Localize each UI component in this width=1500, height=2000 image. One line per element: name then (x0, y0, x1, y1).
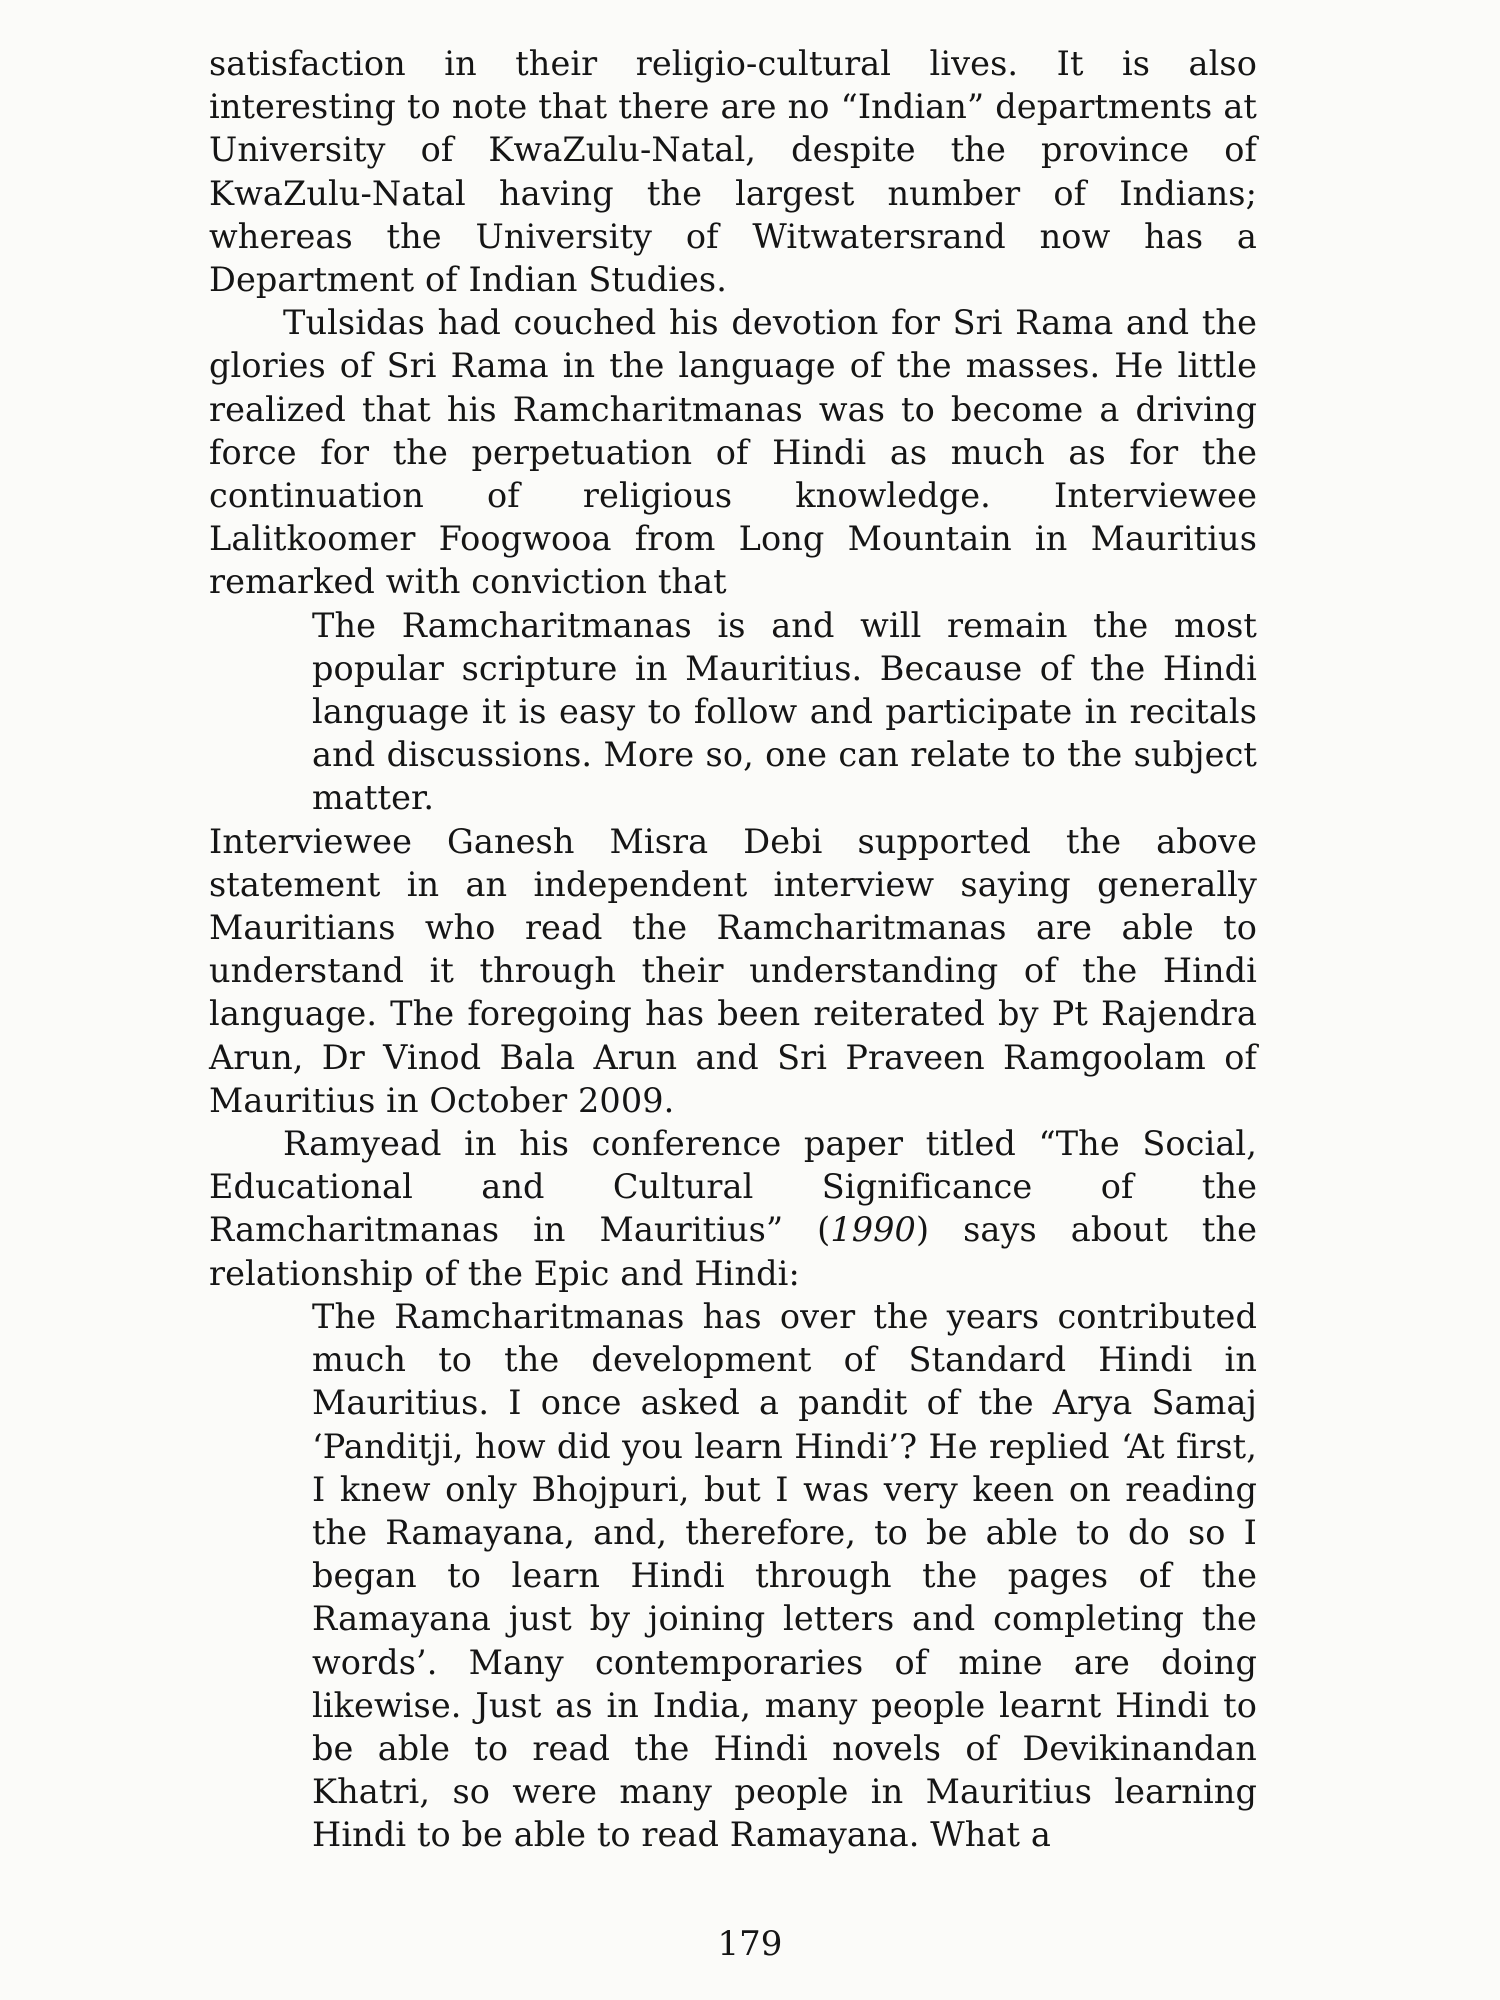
paragraph-ramyead-end: ) says about the relationship of the Epic and Hindi: (209, 1210, 1257, 1293)
block-quote-foogwooa: The Ramcharitmanas is and will remain the most popular scripture in Mauritius. Because of the Hindi language it is easy to follow and participate in recitals and discussions. More so, one can relate to the subject matter. (312, 605, 1257, 818)
paragraph-ramyead (209, 1122, 1257, 1295)
body-text (209, 42, 1257, 1857)
block-quote-ramyead: The Ramcharitmanas has over the years contributed much to the development of Standard Hindi in Mauritius. I once asked a pandit of the Arya Samaj ‘Panditji, how did you learn Hindi’? He replied ‘At first, I knew only Bhojpuri, but I was very keen on reading the Ramayana, and, therefore, to be able to do so I began to learn Hindi through the pages of the Ramayana just by joining letters and completing the words’. Many contemporaries of mine are doing likewise. Just as in India, many people learnt Hindi to be able to read the Hindi novels of Devikinandan Khatri, so were many people in Mauritius learning Hindi to be able to read Ramayana. What a (312, 1296, 1257, 1855)
citation-year: 1990 (830, 1210, 916, 1250)
page-number: 179 (717, 1924, 783, 1964)
paragraph-continued: satisfaction in their religio-cultural lives. It is also interesting to note that there are no “Indian” departments at University of KwaZulu-Natal, despite the province of KwaZulu-Natal having the largest number of Indians; whereas the University of Witwatersrand now has a Department of Indian Studies. (209, 44, 1257, 300)
paragraph-tulsidas: Tulsidas had couched his devotion for Sri Rama and the glories of Sri Rama in the language of the masses. He little realized that his Ramcharitmanas was to become a driving force for the perpetuation of Hindi as much as for the continuation of religious knowledge. Interviewee Lalitkoomer Foogwooa from Long Mountain in Mauritius remarked with conviction that (209, 303, 1257, 602)
paragraph-ganesh-misra-debi: Interviewee Ganesh Misra Debi supported the above statement in an independent interview saying generally Mauritians who read the Ramcharitmanas are able to understand it through their understanding of the Hindi language. The foregoing has been reiterated by Pt Rajendra Arun, Dr Vinod Bala Arun and Sri Praveen Ramgoolam of Mauritius in October 2009. (209, 821, 1257, 1120)
paragraph-ramyead-start: Ramyead in his conference paper titled “The Social, Educational and Cultural Significance of the Ramcharitmanas in Mauritius” ( (209, 1124, 1257, 1250)
